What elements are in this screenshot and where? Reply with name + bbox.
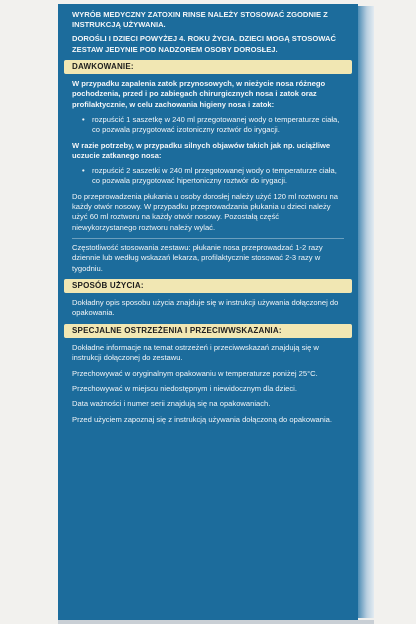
warnings-para-3: Przechowywać w miejscu niedostępnym i niewidocznym dla dzieci. xyxy=(72,383,297,393)
dosage-bullet-2 xyxy=(82,166,344,187)
dosage-bullet-1 xyxy=(82,115,344,136)
warnings-para-1: Dokładne informacje na temat ostrzeżeń i przeciwwskazań znajdują się w instrukcji dołączonej do zestawu. xyxy=(72,343,319,363)
warnings-heading: SPECJALNE OSTRZEŻENIA I PRZECIWWSKAZANIA: xyxy=(64,324,352,338)
warnings-para-5: Przed użyciem zapoznaj się z instrukcją używania dołączoną do opakowania. xyxy=(72,414,333,424)
package-front-panel xyxy=(58,4,358,620)
warnings-para-4: Data ważności i numer serii znajdują się na opakowaniach. xyxy=(72,399,271,409)
dosage-bullet-2-text: rozpuścić 2 saszetki w 240 ml przegotowanej wody o temperaturze ciała, co pozwala przygotować hipertoniczny roztwór do irygacji. xyxy=(92,166,337,186)
usage-heading: SPOSÓB UŻYCIA: xyxy=(64,279,352,293)
divider xyxy=(72,238,344,239)
intro-line-2: DOROŚLI I DZIECI POWYŻEJ 4. ROKU ŻYCIA. DZIECI MOGĄ STOSOWAĆ ZESTAW JEDYNIE POD NADZOREM OSOBY DOROSŁEJ. xyxy=(72,34,336,54)
dosage-para-1: W przypadku zapalenia zatok przynosowych, w nieżycie nosa różnego pochodzenia, przed i po zabiegach chirurgicznych nosa i zatok oraz profilaktycznie, w celu zachowania higieny nosa i zatok: xyxy=(72,79,326,109)
dosage-heading: DAWKOWANIE: xyxy=(64,60,352,74)
label-text-area xyxy=(72,10,344,430)
package-bottom-edge xyxy=(58,620,374,624)
intro-line-1: WYRÓB MEDYCZNY ZATOXIN RINSE NALEŻY STOSOWAĆ ZGODNIE Z INSTRUKCJĄ UŻYWANIA. xyxy=(72,10,328,30)
warnings-para-2: Przechowywać w oryginalnym opakowaniu w temperaturze poniżej 25°C. xyxy=(72,368,318,378)
bullet-dot-icon: • xyxy=(82,166,85,176)
package-side-panel xyxy=(358,6,374,618)
dosage-para-2: W razie potrzeby, w przypadku silnych objawów takich jak np. uciążliwe uczucie zatkanego nosa: xyxy=(72,140,331,160)
usage-para-1: Dokładny opis sposobu użycia znajduje się w instrukcji używania dołączonej do opakowania. xyxy=(72,298,339,318)
bullet-dot-icon: • xyxy=(82,115,85,124)
dosage-bullet-1-text: rozpuścić 1 saszetkę w 240 ml przegotowanej wody o temperaturze ciała, co pozwala przygotować izotoniczny roztwór do irygacji. xyxy=(92,115,340,135)
dosage-para-3: Do przeprowadzenia płukania u osoby dorosłej należy użyć 120 ml roztworu na każdy otwór nosowy. W przypadku przeprowadzania płukania u dzieci należy użyć 60 ml roztworu na każdy otwór nosowy. Pozostałą część niewykorzystanego roztworu należy wylać. xyxy=(72,191,338,232)
dosage-para-4: Częstotliwość stosowania zestawu: płukanie nosa przeprowadzać 1-2 razy dziennie lub według wskazań lekarza, profilaktycznie stosować 2-3 razy w tygodniu. xyxy=(72,242,323,273)
intro-block xyxy=(72,10,344,55)
